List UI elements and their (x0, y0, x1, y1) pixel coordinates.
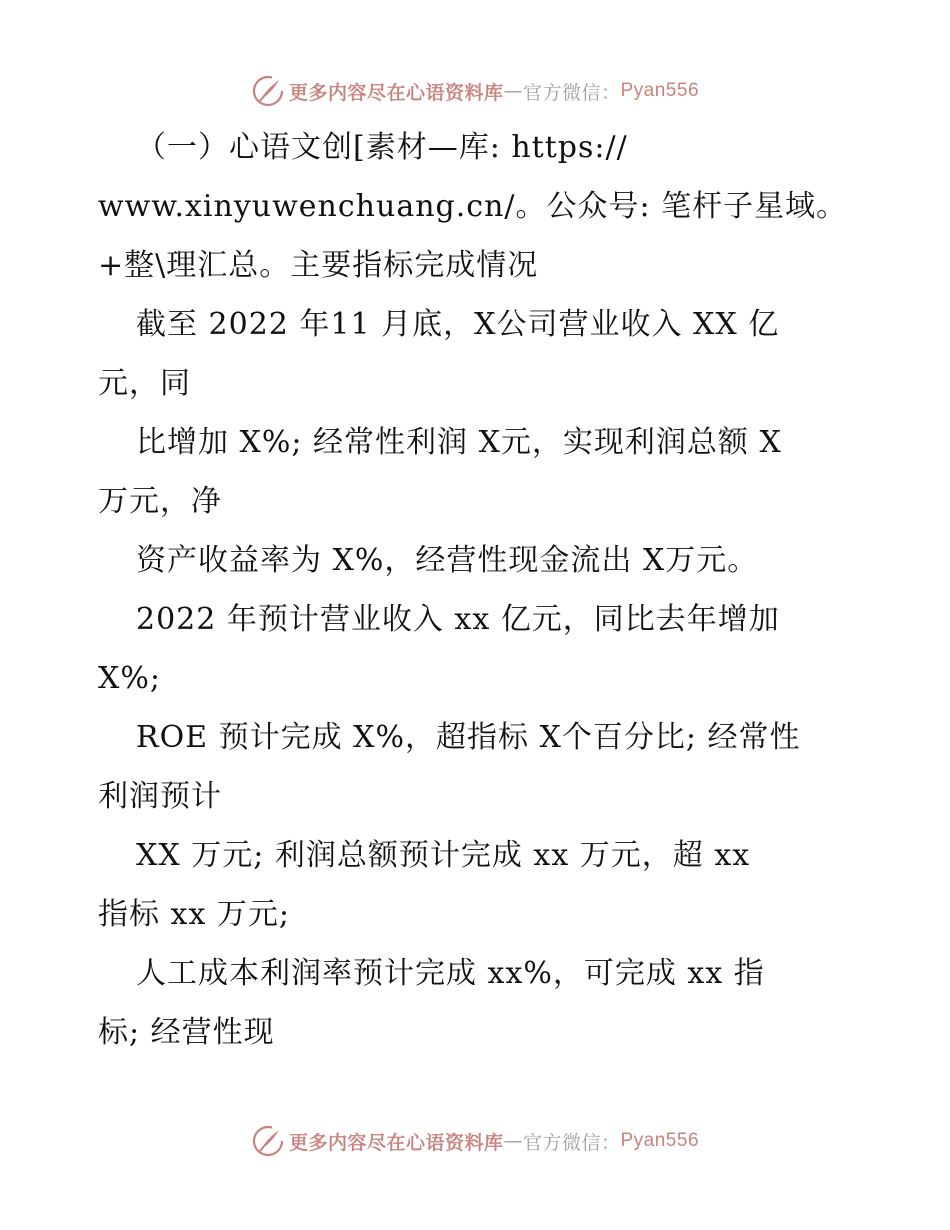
banner-sub-text: 官方微信： (522, 81, 621, 104)
banner-dash: — (503, 80, 523, 102)
banner-wechat-id: Pyan556 (620, 1130, 700, 1151)
body-line: 指标 xx 万元; (98, 897, 291, 932)
body-line: ROE 预计完成 X%，超指标 X个百分比; 经常性 (136, 720, 801, 755)
banner-main-text: 更多内容尽在心语资料库 (288, 81, 504, 104)
banner-main-text: 更多内容尽在心语资料库 (288, 1131, 504, 1154)
body-line: 元，同 (98, 366, 191, 401)
body-line: X%; (98, 661, 161, 696)
footer-banner (0, 1121, 950, 1161)
banner-wechat-id: Pyan556 (620, 80, 700, 101)
body-line: +整\理汇总。主要指标完成情况 (98, 248, 539, 283)
body-line: 2022 年预计营业收入 xx 亿元，同比去年增加 (136, 602, 780, 637)
body-line: （一）心语文创[素材—库: https:// (136, 130, 628, 165)
body-line: 标; 经营性现 (98, 1015, 275, 1050)
body-line: 利润预计 (98, 779, 222, 814)
document-body (98, 118, 848, 1062)
body-line: 截至 2022 年11 月底，X公司营业收入 XX 亿 (136, 307, 780, 342)
body-line: 万元，净 (98, 484, 222, 519)
body-line: www.xinyuwenchuang.cn/。公众号: 笔杆子星域。 (98, 189, 848, 224)
quill-logo-icon (251, 1124, 285, 1158)
body-line: XX 万元; 利润总额预计完成 xx 万元，超 xx (136, 838, 751, 873)
body-line: 比增加 X%; 经常性利润 X元，实现利润总额 X (136, 425, 782, 460)
body-line: 资产收益率为 X%，经营性现金流出 X万元。 (136, 543, 759, 578)
banner-sub-text: 官方微信： (522, 1131, 621, 1154)
quill-logo-icon (251, 74, 285, 108)
body-line: 人工成本利润率预计完成 xx%，可完成 xx 指 (136, 956, 765, 991)
header-banner (0, 71, 950, 111)
banner-dash: — (503, 1130, 523, 1152)
